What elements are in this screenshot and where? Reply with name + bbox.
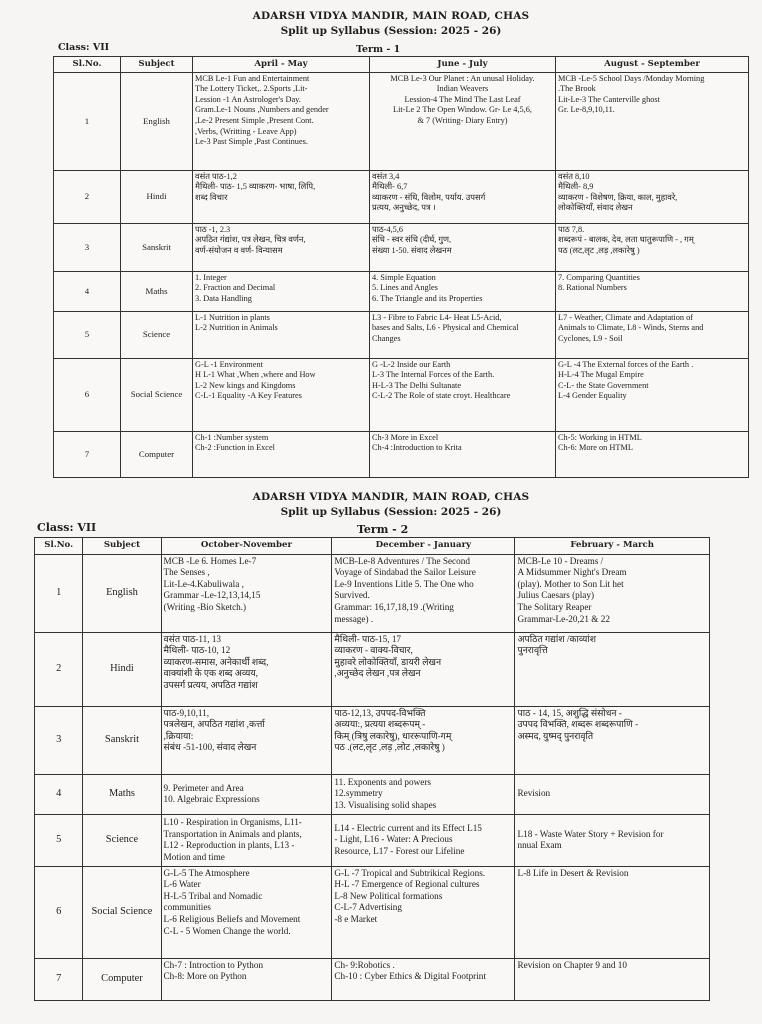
syllabus-line: Lit-Le-4.Kabuliwala , — [163, 578, 244, 589]
subject-name: Computer — [121, 431, 193, 477]
syllabus-cell — [515, 632, 710, 706]
row-number: 6 — [35, 866, 83, 958]
syllabus-cell — [370, 223, 556, 271]
syllabus-line: शब्द विचार — [195, 192, 228, 202]
table-row — [54, 271, 749, 311]
syllabus-line: & 7 (Writing- Diary Entry) — [417, 115, 508, 125]
table-row — [35, 774, 710, 814]
syllabus-line: वसंत पाठ-11, 13 — [163, 633, 222, 644]
syllabus-line: पाठ - 14, 15, अशुद्धि संसोधन - — [517, 707, 622, 718]
subject-name: Sanskrit — [83, 706, 161, 774]
syllabus-line: Changes — [372, 333, 401, 343]
syllabus-line: प्रत्यय, अनुच्छेद, पत्र । — [372, 203, 436, 213]
syllabus-line: 6. The Triangle and its Properties — [372, 293, 483, 303]
syllabus-line: H-L-5 Tribal and Nomadic — [163, 890, 263, 901]
syllabus-line: उपसर्ग प्रत्यय, अपठित गद्यांश — [163, 679, 258, 690]
term1-syllabus-table — [53, 56, 749, 478]
syllabus-line: The Lottery Ticket,. 2.Sports ,Lit- — [195, 84, 308, 94]
syllabus-line: वसंत 3,4 — [372, 171, 400, 181]
syllabus-line: Ch-4 :Introduction to Krita — [372, 443, 462, 453]
syllabus-line: पाठ -1, 2.3 — [195, 224, 231, 234]
syllabus-cell — [161, 774, 332, 814]
syllabus-line: H-L -7 Emergence of Regional cultures — [334, 879, 480, 890]
syllabus-cell — [193, 431, 370, 477]
syllabus-line: L-4 Gender Equality — [558, 391, 627, 401]
syllabus-line: Grammar: 16,17,18,19 .(Writing — [334, 601, 454, 612]
syllabus-line: L3 - Fibre to Fabric L4- Heat L5-Acid, — [372, 312, 502, 322]
table-row — [35, 706, 710, 774]
syllabus-line: Voyage of Sindabad the Sailor Leisure — [334, 567, 476, 578]
syllabus-cell — [161, 958, 332, 1000]
syllabus-cell — [193, 170, 370, 223]
syllabus-line: Ch-8: More on Python — [163, 971, 247, 982]
syllabus-cell — [332, 958, 515, 1000]
syllabus-cell — [370, 358, 556, 431]
syllabus-line: A Midsummer Night's Dream — [517, 567, 627, 578]
syllabus-line: H-L-3 The Delhi Sultanate — [372, 380, 462, 390]
syllabus-line: L-1 Nutrition in plants — [195, 312, 270, 322]
syllabus-cell — [556, 72, 749, 170]
subject-name: Maths — [83, 774, 161, 814]
subject-name: Hindi — [121, 170, 193, 223]
header-slno: Sl.No. — [35, 538, 83, 555]
syllabus-cell — [332, 774, 515, 814]
header-june-july: June - July — [370, 57, 556, 73]
syllabus-line: अस्मद, युष्मद् पुनरावृति — [517, 730, 594, 741]
syllabus-line: लोकोक्तियाँ, संवाद लेखन — [558, 203, 633, 213]
subject-name: Maths — [121, 271, 193, 311]
syllabus-line: वसंत 8,10 — [558, 171, 590, 181]
syllabus-line: Ch-7 : Introction to Python — [163, 959, 264, 970]
syllabus-line: ,क्रियाया: — [163, 730, 194, 741]
table-row — [54, 358, 749, 431]
syllabus-line: 12.symmetry — [334, 788, 383, 799]
syllabus-line: L-6 Religious Beliefs and Movement — [163, 913, 301, 924]
syllabus-line: मुहावरे लोकोक्तियाँ, डायरी लेखन — [334, 656, 442, 667]
header-slno: Sl.No. — [54, 57, 121, 73]
syllabus-line: C-L-1 Equality -A Key Features — [195, 391, 302, 401]
term1-table-body — [54, 72, 749, 477]
syllabus-line: 11. Exponents and powers — [334, 776, 431, 787]
header-october-november: October-November — [161, 538, 332, 555]
syllabus-cell — [370, 311, 556, 358]
syllabus-cell — [370, 271, 556, 311]
syllabus-line: nnual Exam — [517, 840, 562, 851]
syllabus-line: bases and Salts, L6 - Physical and Chemical — [372, 323, 519, 333]
table-header-row — [54, 57, 749, 73]
syllabus-line: C-L-2 The Role of state croyt. Healthcare — [372, 391, 511, 401]
syllabus-line: L-3 The Internal Forces of the Earth. — [372, 370, 495, 380]
syllabus-line: MCB -Le-5 School Days /Monday Morning — [558, 73, 705, 83]
term-label: Term - 1 — [356, 44, 401, 55]
syllabus-line: Cyclones, L9 - Soil — [558, 333, 623, 343]
syllabus-line: पठ (लट,लृट ,लड़ ,लकारेषु ) — [558, 245, 640, 255]
syllabus-cell — [515, 814, 710, 866]
syllabus-cell — [161, 866, 332, 958]
syllabus-subtitle: Split up Syllabus (Session: 2025 - 26) — [280, 25, 502, 37]
syllabus-line: C-L - 5 Women Change the world. — [163, 925, 291, 936]
syllabus-line: .The Brook — [558, 84, 596, 94]
syllabus-line: पाठ-9,10,11, — [163, 707, 210, 718]
row-number: 5 — [35, 814, 83, 866]
row-number: 4 — [35, 774, 83, 814]
table-row — [35, 632, 710, 706]
syllabus-line: मैथिली- पाठ- 1,5 व्याकरण- भाषा, लिपि, — [195, 182, 316, 192]
term2-table-body — [35, 554, 710, 1000]
syllabus-cell — [515, 774, 710, 814]
syllabus-cell — [515, 554, 710, 632]
syllabus-line: वसंत पाठ-1,2 — [195, 171, 237, 181]
syllabus-line: Ch-3 More in Excel — [372, 432, 439, 442]
term1-header — [10, 10, 762, 37]
term2-header — [10, 491, 762, 518]
syllabus-line: Ch-10 : Cyber Ethics & Digital Footprint — [334, 971, 486, 982]
syllabus-cell — [556, 431, 749, 477]
syllabus-line: अपठित गंद्यांश, पत्र लेखन, चित्र वर्णन, — [195, 235, 306, 245]
table-row — [35, 814, 710, 866]
syllabus-line: MCB Le-3 Our Planet : An unusal Holiday. — [390, 73, 535, 83]
syllabus-cell — [370, 72, 556, 170]
table-row — [54, 223, 749, 271]
syllabus-line: किम् (त्रिषु लकारेषु), धाररूपाणि-गम् — [334, 730, 452, 741]
term2-syllabus-table — [34, 537, 710, 1001]
syllabus-line: Ch-5: Working in HTML — [558, 432, 642, 442]
syllabus-cell — [556, 311, 749, 358]
row-number: 3 — [35, 706, 83, 774]
syllabus-line: Gr. Le-8,9,10,11. — [558, 105, 615, 115]
syllabus-line: संख्या 1-50. संवाद लेखनम — [372, 245, 452, 255]
class-label: Class: VII — [37, 521, 97, 534]
syllabus-line: 10. Algebraic Expressions — [163, 794, 260, 805]
syllabus-line: पठ .(लट,लृट ,लड़ ,लोट ,लकारेषु ) — [334, 742, 445, 753]
syllabus-line: L12 - Reproduction in plants, L13 - — [163, 840, 295, 851]
syllabus-line: H-L-4 The Mugal Empire — [558, 370, 644, 380]
syllabus-cell — [161, 814, 332, 866]
syllabus-line: (Writing -Bio Sketch.) — [163, 601, 247, 612]
syllabus-line: L18 - Waste Water Story + Revision for — [517, 828, 664, 839]
school-name: ADARSH VIDYA MANDIR, MAIN ROAD, CHAS — [252, 491, 530, 503]
syllabus-line: 2. Fraction and Decimal — [195, 283, 276, 293]
header-august-september: August - September — [556, 57, 749, 73]
syllabus-line: पाठ-12,13, उपपद-विभक्ति — [334, 707, 426, 718]
syllabus-cell — [556, 223, 749, 271]
syllabus-line: ,Verbs, (Writting - Leave App) — [195, 126, 297, 136]
syllabus-cell — [515, 706, 710, 774]
row-number: 7 — [54, 431, 121, 477]
syllabus-line: C-L- the State Government — [558, 380, 649, 390]
syllabus-line: 1. Integer — [195, 272, 227, 282]
syllabus-line: मैथिली- 8,9 — [558, 182, 594, 192]
syllabus-line: संधि - स्वर संधि (दीर्घ, गुण, — [372, 235, 452, 245]
syllabus-line: MCB -Le 6. Homes Le-7 — [163, 555, 257, 566]
school-name: ADARSH VIDYA MANDIR, MAIN ROAD, CHAS — [252, 10, 530, 22]
syllabus-line: L-6 Water — [163, 879, 201, 890]
class-label: Class: VII — [58, 42, 110, 53]
syllabus-line: L-2 New kings and Kingdoms — [195, 380, 296, 390]
syllabus-line: Grammar-Le-20,21 & 22 — [517, 613, 610, 624]
syllabus-line: पाठ 7,8. — [558, 224, 585, 234]
syllabus-cell — [556, 358, 749, 431]
row-number: 2 — [35, 632, 83, 706]
syllabus-line: Revision on Chapter 9 and 10 — [517, 959, 627, 970]
syllabus-line: Gram.Le-1 Nouns ,Numbers and gender — [195, 105, 329, 115]
syllabus-line: व्याकरण-समास, अनेकार्थी शब्द, — [163, 656, 269, 667]
syllabus-line: (play). Mother to Son Lit het — [517, 578, 624, 589]
syllabus-line: Lession -1 An Astrologer's Day. — [195, 94, 301, 104]
subject-name: Computer — [83, 958, 161, 1000]
syllabus-line: L-2 Nutrition in Animals — [195, 323, 278, 333]
syllabus-line: व्याकरण - विशेषण, क्रिया, काल, मुहावरे, — [558, 192, 678, 202]
syllabus-line: C-L-7 Advertising — [334, 902, 402, 913]
syllabus-line: मैथिली- पाठ-15, 17 — [334, 633, 402, 644]
syllabus-cell — [332, 706, 515, 774]
syllabus-cell — [193, 311, 370, 358]
syllabus-line: G-L -7 Tropical and Subtrikical Regions. — [334, 867, 486, 878]
syllabus-line: शब्दरूपं - बालक, देव, लता धातुरूपाणि - , गम् — [558, 235, 694, 245]
syllabus-cell — [193, 358, 370, 431]
syllabus-cell — [161, 632, 332, 706]
subject-name: Science — [83, 814, 161, 866]
subject-name: Social Science — [83, 866, 161, 958]
syllabus-line: Survived. — [334, 590, 370, 601]
syllabus-line: MCB-Le 10 - Dreams / — [517, 555, 604, 566]
table-row — [54, 72, 749, 170]
syllabus-line: G-L -4 The External forces of the Earth . — [558, 359, 694, 369]
subject-name: English — [121, 72, 193, 170]
syllabus-line: The Solitary Reaper — [517, 601, 592, 612]
syllabus-line: 13. Visualising solid shapes — [334, 799, 437, 810]
syllabus-line: Indian Weavers — [436, 84, 489, 94]
syllabus-line: Motion and time — [163, 851, 225, 862]
syllabus-line: मैथिली- 6,7 — [372, 182, 408, 192]
syllabus-cell — [193, 72, 370, 170]
table-row — [35, 958, 710, 1000]
syllabus-line: अव्यया:, प्रत्यया शब्दरूपम् - — [334, 719, 426, 730]
syllabus-line: 9. Perimeter and Area — [163, 782, 244, 793]
syllabus-line: उपपद विभक्ति, शब्दरू शब्दरूपाणि - — [517, 719, 639, 730]
syllabus-line: 5. Lines and Angles — [372, 283, 438, 293]
syllabus-line: Lit-Le-3 The Canterville ghost — [558, 94, 660, 104]
header-december-january: December - January — [332, 538, 515, 555]
syllabus-cell — [370, 170, 556, 223]
syllabus-line: वर्ण-संयोजन व वर्ण- विन्यासम — [195, 245, 283, 255]
syllabus-line: ,Le-2 Present Simple ,Present Cont. — [195, 115, 314, 125]
syllabus-line: Ch-6: More on HTML — [558, 443, 633, 453]
row-number: 1 — [54, 72, 121, 170]
syllabus-line: L14 - Electric current and its Effect L15 — [334, 822, 482, 833]
table-row — [54, 170, 749, 223]
syllabus-line: 4. Simple Equation — [372, 272, 436, 282]
row-number: 7 — [35, 958, 83, 1000]
header-february-march: February - March — [515, 538, 710, 555]
subject-name: Hindi — [83, 632, 161, 706]
syllabus-line: MCB-Le-8 Adventures / The Second — [334, 555, 470, 566]
syllabus-cell — [332, 632, 515, 706]
syllabus-line: ,अनुच्छेद लेखन ,पत्र लेखन — [334, 668, 421, 679]
syllabus-line: Lit-Le 2 The Open Window. Gr- Le 4,5,6, — [393, 105, 532, 115]
table-row — [35, 866, 710, 958]
header-april-may: April - May — [193, 57, 370, 73]
syllabus-line: Animals to Climate, L8 - Winds, Sterns and — [558, 323, 704, 333]
syllabus-line: - Light, L16 - Water: A Precious — [334, 834, 453, 845]
syllabus-line: Le-3 Past Simple ,Past Continues. — [195, 137, 308, 147]
subject-name: Science — [121, 311, 193, 358]
syllabus-line: Julius Caesars (play) — [517, 590, 595, 601]
syllabus-line: पुनरावृत्ति — [517, 645, 548, 656]
syllabus-line: Revision — [517, 788, 551, 799]
syllabus-line: -8 e Market — [334, 913, 378, 924]
term-label: Term - 2 — [357, 523, 409, 536]
row-number: 6 — [54, 358, 121, 431]
syllabus-line: G-L-5 The Atmosphere — [163, 867, 250, 878]
syllabus-cell — [515, 958, 710, 1000]
syllabus-line: Grammar -Le-12,13,14,15 — [163, 590, 261, 601]
syllabus-line: 3. Data Handling — [195, 293, 252, 303]
syllabus-subtitle: Split up Syllabus (Session: 2025 - 26) — [280, 506, 502, 518]
syllabus-line: G-L -1 Environment — [195, 359, 263, 369]
table-header-row — [35, 538, 710, 555]
syllabus-cell — [556, 170, 749, 223]
syllabus-cell — [556, 271, 749, 311]
syllabus-line: L10 - Respiration in Organisms, L11- — [163, 816, 302, 827]
syllabus-line: message) . — [334, 613, 374, 624]
row-number: 3 — [54, 223, 121, 271]
syllabus-cell — [161, 706, 332, 774]
syllabus-line: L-8 New Political formations — [334, 890, 443, 901]
syllabus-line: Resource, L17 - Forest our Lifeline — [334, 845, 465, 856]
table-row — [35, 554, 710, 632]
syllabus-line: पाठ-4,5,6 — [372, 224, 404, 234]
syllabus-line: Le-9 Inventions Litle 5. The One who — [334, 578, 474, 589]
syllabus-line: मैथिली- पाठ-10, 12 — [163, 645, 231, 656]
syllabus-cell — [332, 554, 515, 632]
syllabus-line: The Senses , — [163, 567, 210, 578]
syllabus-cell — [193, 223, 370, 271]
row-number: 2 — [54, 170, 121, 223]
syllabus-line: अपठित गद्यांश /काव्यांश — [517, 633, 596, 644]
syllabus-cell — [332, 814, 515, 866]
syllabus-cell — [515, 866, 710, 958]
syllabus-line: Transportation in Animals and plants, — [163, 828, 302, 839]
syllabus-cell — [370, 431, 556, 477]
syllabus-line: व्याकरण - संधि, विलोम, पर्याय. उपसर्ग — [372, 192, 486, 202]
row-number: 5 — [54, 311, 121, 358]
syllabus-cell — [161, 554, 332, 632]
syllabus-line: पत्रलेखन, अपठित गद्यांश ,कर्त्ता — [163, 719, 265, 730]
syllabus-line: Lession-4 The Mind The Last Leaf — [404, 94, 521, 104]
row-number: 1 — [35, 554, 83, 632]
syllabus-line: Ch- 9:Robotics . — [334, 959, 395, 970]
table-row — [54, 311, 749, 358]
header-subject: Subject — [121, 57, 193, 73]
subject-name: English — [83, 554, 161, 632]
syllabus-line: संबंध -51-100, संवाद लेखन — [163, 742, 257, 753]
header-subject: Subject — [83, 538, 161, 555]
syllabus-line: MCB Le-1 Fun and Entertainment — [195, 73, 310, 83]
syllabus-line: H L-1 What ,When ,where and How — [195, 370, 316, 380]
syllabus-line: व्याकरण - वाक्य-विचार, — [334, 645, 413, 656]
subject-name: Social Science — [121, 358, 193, 431]
syllabus-cell — [332, 866, 515, 958]
syllabus-line: 8. Rational Numbers — [558, 283, 627, 293]
table-row — [54, 431, 749, 477]
syllabus-line: Ch-2 :Function in Excel — [195, 443, 275, 453]
syllabus-line: L7 - Weather, Climate and Adaptation of — [558, 312, 694, 322]
syllabus-cell — [193, 271, 370, 311]
syllabus-line: वाक्यांशी के एक शब्द अव्यय, — [163, 668, 258, 679]
row-number: 4 — [54, 271, 121, 311]
syllabus-line: 7. Comparing Quantities — [558, 272, 640, 282]
syllabus-line: G -L-2 Inside our Earth — [372, 359, 451, 369]
syllabus-line: communities — [163, 902, 212, 913]
syllabus-line: Ch-1 :Number system — [195, 432, 269, 442]
subject-name: Sanskrit — [121, 223, 193, 271]
syllabus-line: L-8 Life in Desert & Revision — [517, 867, 629, 878]
